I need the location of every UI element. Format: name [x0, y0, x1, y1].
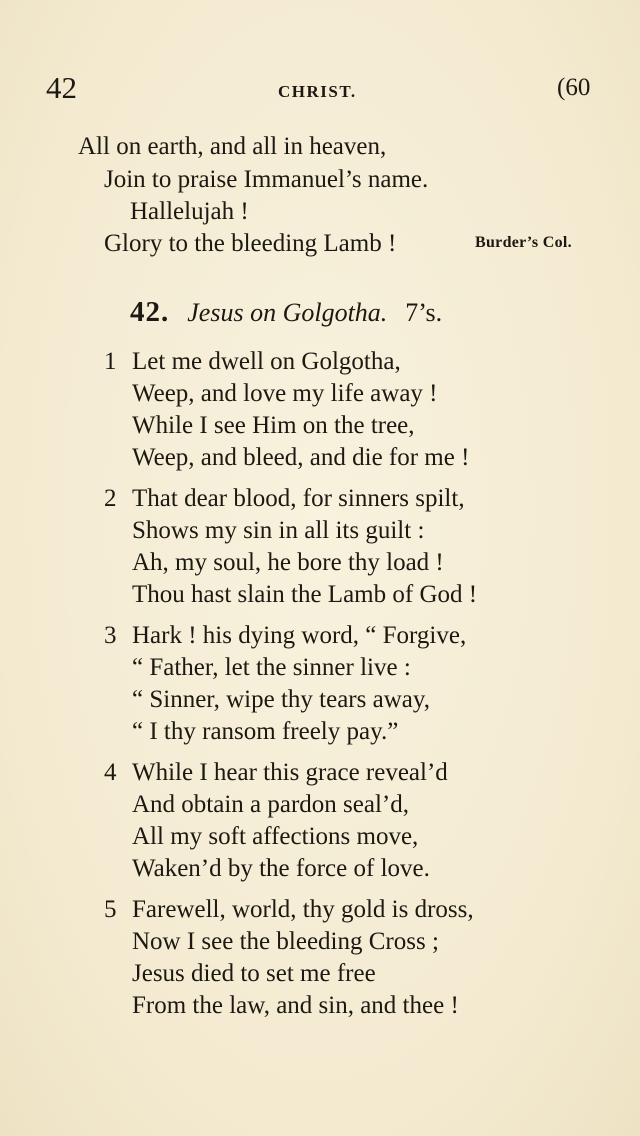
- verse-line: Waken’d by the force of love.: [132, 855, 430, 882]
- hymn-number: 42.: [130, 296, 170, 328]
- prev-hymn-line: Glory to the bleeding Lamb !: [104, 230, 397, 257]
- verse-line: From the law, and sin, and thee !: [132, 992, 459, 1019]
- verse-line: Farewell, world, thy gold is dross,: [132, 896, 474, 923]
- running-title: CHRIST.: [278, 82, 357, 101]
- reference-mark: (60: [557, 74, 591, 101]
- hymn-meter: 7’s.: [405, 298, 443, 327]
- prev-hymn-line: All on earth, and all in heaven,: [78, 133, 387, 160]
- verse-line: “ Sinner, wipe thy tears away,: [132, 686, 430, 713]
- verse-number: 3: [104, 622, 117, 649]
- verse-line: Weep, and love my life away !: [132, 380, 438, 407]
- verse-line: And obtain a pardon seal’d,: [132, 791, 410, 818]
- verse-line: Ah, my soul, he bore thy load !: [132, 549, 444, 576]
- verse-line: Thou hast slain the Lamb of God !: [132, 581, 478, 608]
- hymn-heading: [130, 296, 442, 329]
- verse-line: “ Father, let the sinner live :: [132, 654, 411, 681]
- verse-line: Shows my sin in all its guilt :: [132, 517, 425, 544]
- verse-line: Weep, and bleed, and die for me !: [132, 444, 470, 471]
- verse-number: 1: [104, 348, 117, 375]
- hymn-title: Jesus on Golgotha.: [187, 298, 388, 327]
- verse-line: Jesus died to set me free: [132, 960, 376, 987]
- verse-line: While I hear this grace reveal’d: [132, 759, 448, 786]
- verse-number: 2: [104, 485, 117, 512]
- verse-number: 4: [104, 759, 117, 786]
- verse-line: Hark ! his dying word, “ Forgive,: [132, 622, 467, 649]
- verse-line: Now I see the bleeding Cross ;: [132, 928, 439, 955]
- verse-line: That dear blood, for sinners spilt,: [132, 485, 465, 512]
- verse-line: While I see Him on the tree,: [132, 412, 415, 439]
- verse-line: All my soft affections move,: [132, 823, 419, 850]
- page-number: 42: [46, 70, 77, 105]
- hymn-attribution: Burder’s Col.: [475, 234, 572, 251]
- prev-hymn-line: Hallelujah !: [130, 198, 249, 225]
- verse-number: 5: [104, 896, 117, 923]
- verse-line: Let me dwell on Golgotha,: [132, 348, 401, 375]
- verse-line: “ I thy ransom freely pay.”: [132, 718, 399, 745]
- prev-hymn-line: Join to praise Immanuel’s name.: [104, 166, 429, 193]
